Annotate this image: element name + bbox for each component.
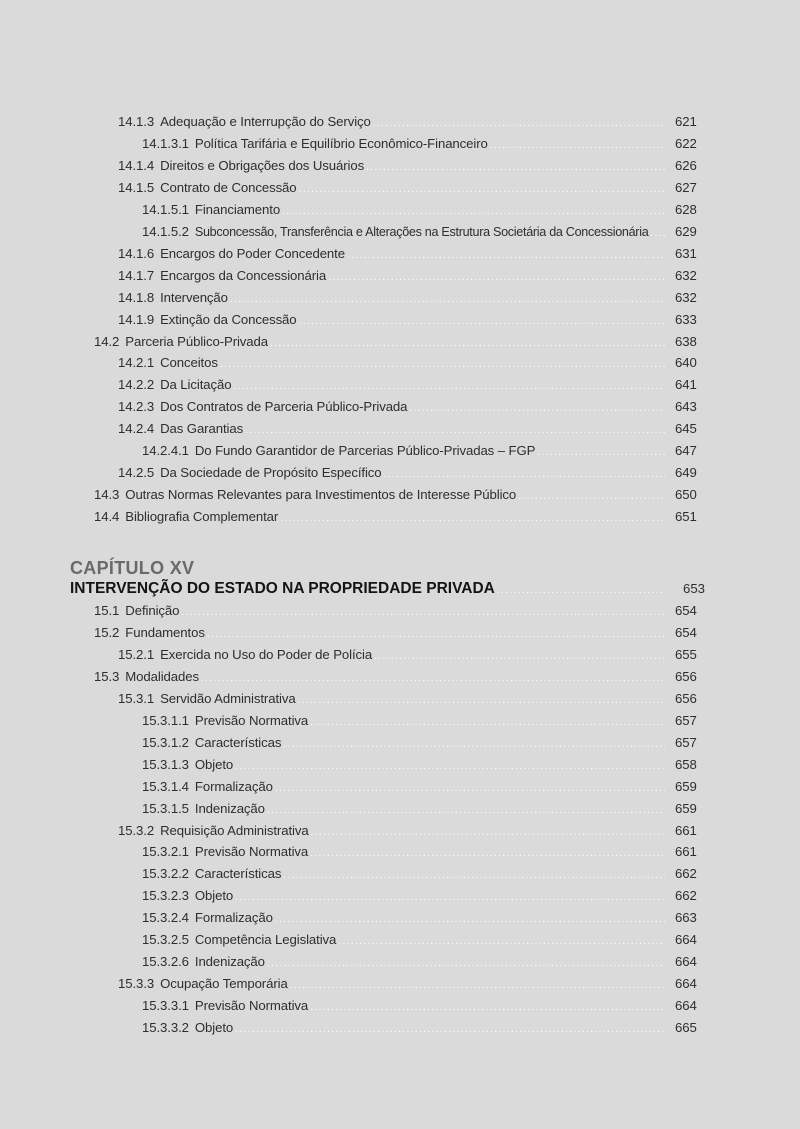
section-number: 14.1.9 <box>118 311 155 327</box>
page-number: 662 <box>675 866 697 882</box>
page-number: 657 <box>675 712 697 728</box>
dot-leader <box>282 207 665 217</box>
toc-entry[interactable] <box>118 646 697 667</box>
page-number: 643 <box>675 399 697 415</box>
dot-leader <box>311 828 665 838</box>
dot-leader <box>267 806 665 816</box>
page-number: 659 <box>675 800 697 816</box>
section-title: Conceitos <box>160 355 218 371</box>
section-title: Indenização <box>194 954 265 970</box>
section-title: Previsão Normativa <box>194 998 309 1014</box>
section-title: Objeto <box>194 1020 234 1036</box>
toc-entry[interactable] <box>142 201 697 222</box>
toc-entry[interactable] <box>94 668 697 689</box>
page-number: 651 <box>675 509 697 525</box>
section-number: 15.3 <box>94 668 120 684</box>
dot-leader <box>275 784 665 794</box>
page-number: 645 <box>675 421 697 437</box>
toc-entry[interactable] <box>94 624 697 645</box>
section-title: Indenização <box>194 800 265 816</box>
dot-leader <box>299 185 665 195</box>
toc-entry[interactable] <box>118 421 697 441</box>
dot-leader <box>310 718 665 728</box>
section-number: 15.3.1 <box>118 690 155 706</box>
dot-leader <box>280 514 665 524</box>
page-number: 653 <box>682 581 705 596</box>
section-title: Características <box>194 734 282 750</box>
section-number: 14.2.5 <box>118 465 155 481</box>
section-number: 15.3.2 <box>118 822 155 838</box>
toc-entry[interactable] <box>118 311 697 332</box>
section-number: 14.1.7 <box>118 267 155 283</box>
section-title: Características <box>194 866 282 882</box>
page-number: 661 <box>675 822 697 838</box>
section-number: 15.3.2.6 <box>142 954 189 970</box>
section-number: 15.2.1 <box>118 646 155 662</box>
dot-leader <box>373 119 665 129</box>
toc-entry[interactable] <box>142 932 697 952</box>
toc-entry[interactable] <box>118 157 697 178</box>
page-number: 654 <box>675 603 697 618</box>
page-number: 655 <box>675 646 697 662</box>
toc-entry[interactable] <box>142 954 697 974</box>
section-number: 15.1 <box>94 603 120 618</box>
section-title: Bibliografia Complementar <box>125 509 279 525</box>
section-title: Encargos do Poder Concedente <box>160 245 345 261</box>
dot-leader <box>347 251 665 261</box>
section-title: Subconcessão, Transferência e Alterações na Estrutura Societária da Concessionária <box>194 224 649 239</box>
section-title: Intervenção <box>160 289 228 305</box>
section-number: 14.2 <box>94 333 120 349</box>
section-title: Objeto <box>194 756 234 772</box>
page-number: 621 <box>675 114 697 129</box>
dot-leader <box>338 937 665 947</box>
section-title: Definição <box>125 603 180 618</box>
section-title: Objeto <box>194 888 234 904</box>
page-number: 647 <box>675 443 697 459</box>
section-title: Requisição Administrativa <box>160 822 309 838</box>
toc-entry[interactable] <box>94 509 697 529</box>
section-number: 15.3.3 <box>118 976 155 992</box>
toc-entry[interactable] <box>142 712 697 733</box>
dot-leader <box>650 229 665 239</box>
page-number: 663 <box>675 910 697 926</box>
chapter-label: CAPÍTULO XV <box>70 558 195 578</box>
page-number: 659 <box>675 778 697 794</box>
toc-entry[interactable] <box>118 289 697 310</box>
toc-entry[interactable] <box>118 465 697 485</box>
section-number: 15.3.2.2 <box>142 866 189 882</box>
section-number: 14.3 <box>94 487 120 503</box>
section-title: Fundamentos <box>125 624 205 640</box>
section-title: Modalidades <box>125 668 199 684</box>
section-number: 14.1.5.2 <box>142 223 189 239</box>
toc-entry[interactable] <box>118 690 697 711</box>
toc-entry[interactable] <box>118 377 697 397</box>
page-number: 632 <box>675 267 697 283</box>
toc-entry[interactable] <box>142 223 697 244</box>
toc-entry[interactable] <box>142 800 697 821</box>
section-title: Extinção da Concessão <box>160 311 297 327</box>
toc-entry[interactable] <box>142 998 697 1018</box>
section-number: 14.1.6 <box>118 245 155 261</box>
page-number: 662 <box>675 888 697 904</box>
dot-leader <box>310 1003 665 1013</box>
dot-leader <box>235 893 665 903</box>
dot-leader <box>201 674 665 684</box>
toc-entry[interactable] <box>118 267 697 288</box>
section-title: Política Tarifária e Equilíbrio Econômico-Financeiro <box>194 135 488 151</box>
dot-leader <box>283 871 665 881</box>
page-number: 657 <box>675 734 697 750</box>
toc-entry[interactable] <box>118 976 697 996</box>
page-number: 654 <box>675 624 697 640</box>
dot-leader <box>290 981 665 991</box>
section-number: 14.2.4 <box>118 421 155 437</box>
section-number: 14.1.4 <box>118 157 155 173</box>
section-title: Da Sociedade de Propósito Específico <box>160 465 382 481</box>
dot-leader <box>328 273 665 283</box>
dot-leader <box>409 404 665 414</box>
page-number: 629 <box>675 223 697 239</box>
dot-leader <box>384 470 665 480</box>
section-number: 15.3.2.5 <box>142 932 189 948</box>
page-number: 633 <box>675 311 697 327</box>
toc-entry[interactable] <box>118 399 697 419</box>
section-number: 14.1.3 <box>118 114 155 129</box>
section-title: Ocupação Temporária <box>160 976 288 992</box>
section-title: Dos Contratos de Parceria Público-Privada <box>160 399 408 415</box>
section-number: 15.2 <box>94 624 120 640</box>
toc-entry[interactable] <box>142 734 697 755</box>
section-title: Contrato de Concessão <box>160 179 297 195</box>
dot-leader <box>490 141 665 151</box>
toc-entry[interactable] <box>118 114 697 134</box>
page-number: 665 <box>675 1020 697 1036</box>
toc-entry[interactable] <box>142 778 697 799</box>
section-number: 15.3.1.3 <box>142 756 189 772</box>
toc-entry[interactable] <box>94 333 697 354</box>
section-title: Parceria Público-Privada <box>125 333 269 349</box>
toc-entry[interactable] <box>142 910 697 930</box>
section-number: 15.3.3.1 <box>142 998 189 1014</box>
page-number: 656 <box>675 668 697 684</box>
dot-leader <box>518 492 665 502</box>
section-number: 15.3.3.2 <box>142 1020 189 1036</box>
section-number: 15.3.1.2 <box>142 734 189 750</box>
section-number: 15.3.1.4 <box>142 778 189 794</box>
page-number: 640 <box>675 355 697 371</box>
section-title: Formalização <box>194 778 273 794</box>
section-number: 14.4 <box>94 509 120 525</box>
page-number: 627 <box>675 179 697 195</box>
section-title: Financiamento <box>194 201 281 217</box>
toc-entry[interactable] <box>142 888 697 908</box>
page-number: 638 <box>675 333 697 349</box>
dot-leader <box>181 608 665 618</box>
chapter-title-entry[interactable] <box>70 580 705 598</box>
section-number: 15.3.2.4 <box>142 910 189 926</box>
section-number: 15.3.2.1 <box>142 844 189 860</box>
dot-leader <box>366 163 665 173</box>
section-title: Encargos da Concessionária <box>160 267 327 283</box>
page-number: 632 <box>675 289 697 305</box>
page-number: 664 <box>675 976 697 992</box>
toc-entry[interactable] <box>142 135 697 156</box>
toc-entry[interactable] <box>118 355 697 375</box>
page-number: 664 <box>675 998 697 1014</box>
dot-leader <box>220 360 665 370</box>
toc-entry[interactable] <box>142 1020 697 1040</box>
section-title: Da Licitação <box>160 377 232 393</box>
page-number: 649 <box>675 465 697 481</box>
toc-entry[interactable] <box>118 179 697 200</box>
section-title: Das Garantias <box>160 421 244 437</box>
dot-leader <box>235 762 665 772</box>
chapter-title: INTERVENÇÃO DO ESTADO NA PROPRIEDADE PRIVADA <box>70 580 495 597</box>
section-number: 14.1.3.1 <box>142 135 189 151</box>
page-number: 664 <box>675 932 697 948</box>
section-number: 14.2.1 <box>118 355 155 371</box>
page-number: 628 <box>675 201 697 217</box>
page-number: 664 <box>675 954 697 970</box>
section-number: 14.2.4.1 <box>142 443 189 459</box>
dot-leader <box>270 339 665 349</box>
dot-leader <box>207 630 665 640</box>
page-number: 622 <box>675 135 697 151</box>
toc-entry[interactable] <box>118 245 697 266</box>
toc-entry[interactable] <box>118 822 697 843</box>
section-title: Adequação e Interrupção do Serviço <box>160 114 371 129</box>
page-number: 631 <box>675 245 697 261</box>
section-number: 15.3.1.1 <box>142 712 189 728</box>
section-title: Previsão Normativa <box>194 844 309 860</box>
section-title: Do Fundo Garantidor de Parcerias Público-Privadas – FGP <box>194 443 536 459</box>
section-number: 14.2.3 <box>118 399 155 415</box>
dot-leader <box>283 740 665 750</box>
dot-leader <box>235 1025 665 1035</box>
page-number: 656 <box>675 690 697 706</box>
page-number: 641 <box>675 377 697 393</box>
section-title: Competência Legislativa <box>194 932 337 948</box>
dot-leader <box>537 448 665 458</box>
dot-leader <box>267 959 665 969</box>
dot-leader <box>275 915 665 925</box>
dot-leader <box>298 696 665 706</box>
section-title: Direitos e Obrigações dos Usuários <box>160 157 365 173</box>
dot-leader <box>310 849 665 859</box>
toc-entry[interactable] <box>142 756 697 777</box>
toc-entry[interactable] <box>142 443 697 463</box>
dot-leader <box>374 652 665 662</box>
dot-leader <box>230 295 665 305</box>
page-number: 661 <box>675 844 697 860</box>
section-number: 14.1.5 <box>118 179 155 195</box>
page-number: 626 <box>675 157 697 173</box>
section-number: 14.1.5.1 <box>142 201 189 217</box>
section-number: 14.1.8 <box>118 289 155 305</box>
dot-leader <box>233 382 665 392</box>
toc-entry[interactable] <box>94 487 697 507</box>
page-number: 658 <box>675 756 697 772</box>
section-number: 15.3.2.3 <box>142 888 189 904</box>
section-title: Outras Normas Relevantes para Investimentos de Interesse Público <box>125 487 517 503</box>
section-title: Formalização <box>194 910 273 926</box>
section-number: 14.2.2 <box>118 377 155 393</box>
page-number: 650 <box>675 487 697 503</box>
toc-entry[interactable] <box>142 866 697 886</box>
toc-entry[interactable] <box>94 603 697 623</box>
dot-leader <box>497 585 665 596</box>
toc-entry[interactable] <box>142 844 697 864</box>
dot-leader <box>299 317 665 327</box>
section-title: Exercida no Uso do Poder de Polícia <box>160 646 373 662</box>
section-number: 15.3.1.5 <box>142 800 189 816</box>
section-title: Servidão Administrativa <box>160 690 296 706</box>
section-title: Previsão Normativa <box>194 712 309 728</box>
dot-leader <box>245 426 665 436</box>
